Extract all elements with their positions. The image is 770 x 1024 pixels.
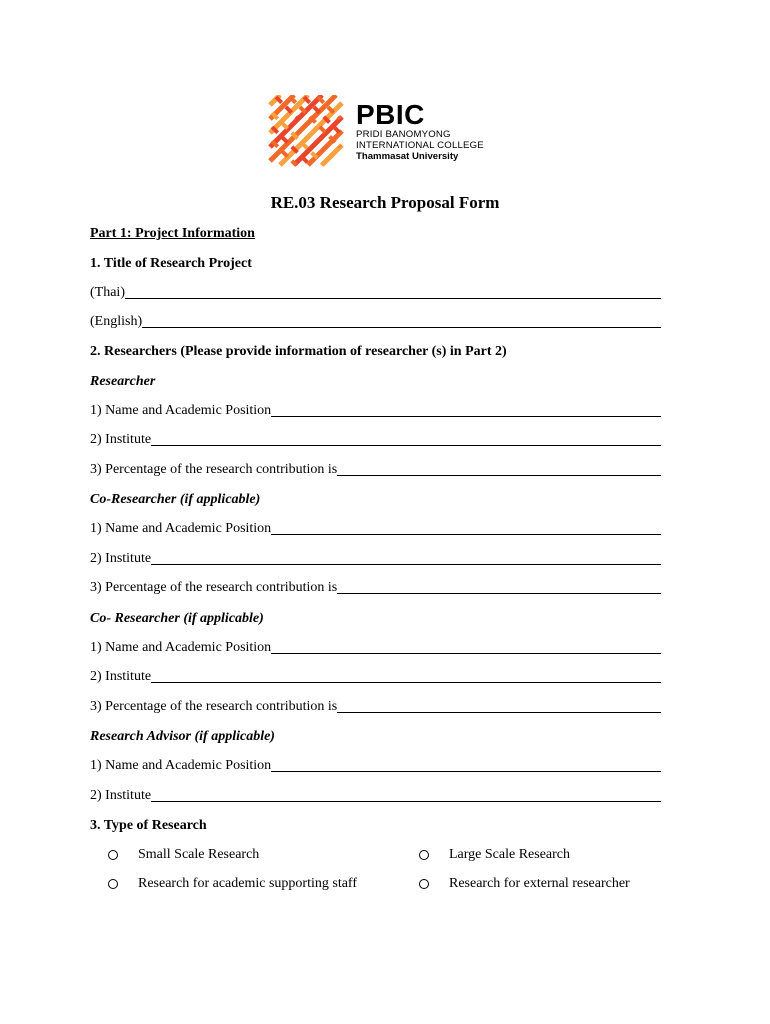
co-researcher-2-name-field[interactable] [90, 639, 661, 657]
researcher-name-blank[interactable] [271, 402, 661, 417]
title-thai-blank[interactable] [125, 284, 661, 299]
title-thai-label: (Thai) [90, 285, 125, 300]
co-researcher-1-percentage-label: 3) Percentage of the research contribution is [90, 580, 338, 595]
advisor-institute-blank[interactable] [151, 787, 661, 802]
co-researcher-1-name-label: 1) Name and Academic Position [90, 521, 272, 536]
co-researcher-1-name-field[interactable] [90, 520, 661, 538]
advisor-heading: Research Advisor (if applicable) [90, 729, 275, 744]
co-researcher-2-name-blank[interactable] [271, 639, 661, 654]
advisor-name-blank[interactable] [271, 757, 661, 772]
researcher-institute-label: 2) Institute [90, 432, 152, 447]
co-researcher-1-institute-field[interactable] [90, 550, 661, 568]
advisor-institute-field[interactable] [90, 787, 661, 805]
pbic-logo [268, 95, 484, 169]
section3-heading: 3. Type of Research [90, 818, 207, 833]
co-researcher-1-percentage-field[interactable] [90, 579, 661, 597]
part1-heading: Part 1: Project Information [90, 226, 255, 241]
co-researcher-2-institute-field[interactable] [90, 668, 661, 686]
section1-heading: 1. Title of Research Project [90, 256, 252, 271]
logo-abbreviation: PBIC [356, 99, 425, 130]
researcher-name-field[interactable] [90, 402, 661, 420]
co-researcher-2-heading: Co- Researcher (if applicable) [90, 611, 264, 626]
co-researcher-1-heading: Co-Researcher (if applicable) [90, 492, 261, 507]
co-researcher-1-percentage-blank[interactable] [337, 579, 661, 594]
pbic-emblem-icon [268, 95, 344, 169]
researcher-percentage-label: 3) Percentage of the research contribution is [90, 462, 338, 477]
logo-university: Thammasat University [356, 151, 459, 162]
option-external-researcher-label: Research for external researcher [449, 876, 630, 891]
title-thai-field[interactable] [90, 284, 661, 302]
option-academic-staff[interactable] [108, 875, 357, 893]
researcher-percentage-field[interactable] [90, 461, 661, 479]
co-researcher-2-percentage-blank[interactable] [337, 698, 661, 713]
title-english-label: (English) [90, 314, 143, 329]
co-researcher-1-institute-blank[interactable] [151, 550, 661, 565]
researcher-institute-field[interactable] [90, 431, 661, 449]
co-researcher-1-institute-label: 2) Institute [90, 551, 152, 566]
radio-circle-icon[interactable] [419, 850, 429, 860]
researcher-name-label: 1) Name and Academic Position [90, 403, 272, 418]
section2-heading: 2. Researchers (Please provide information of researcher (s) in Part 2) [90, 344, 507, 359]
co-researcher-2-institute-label: 2) Institute [90, 669, 152, 684]
advisor-name-label: 1) Name and Academic Position [90, 758, 272, 773]
advisor-institute-label: 2) Institute [90, 788, 152, 803]
logo-college-line-1: PRIDI BANOMYONG [356, 129, 451, 140]
option-small-scale[interactable] [108, 846, 259, 864]
co-researcher-2-percentage-field[interactable] [90, 698, 661, 716]
form-title: RE.03 Research Proposal Form [270, 193, 500, 212]
title-english-blank[interactable] [142, 313, 661, 328]
option-large-scale-label: Large Scale Research [449, 847, 571, 862]
logo-college-line-2: INTERNATIONAL COLLEGE [356, 140, 484, 151]
option-academic-staff-label: Research for academic supporting staff [138, 876, 357, 891]
co-researcher-1-name-blank[interactable] [271, 520, 661, 535]
option-large-scale[interactable] [419, 846, 570, 864]
radio-circle-icon[interactable] [419, 879, 429, 889]
researcher-percentage-blank[interactable] [337, 461, 661, 476]
radio-circle-icon[interactable] [108, 850, 118, 860]
option-external-researcher[interactable] [419, 875, 630, 893]
radio-circle-icon[interactable] [108, 879, 118, 889]
researcher-heading: Researcher [90, 374, 156, 389]
logo-text [356, 101, 484, 162]
co-researcher-2-percentage-label: 3) Percentage of the research contribution is [90, 699, 338, 714]
researcher-institute-blank[interactable] [151, 431, 661, 446]
title-english-field[interactable] [90, 313, 661, 331]
co-researcher-2-institute-blank[interactable] [151, 668, 661, 683]
co-researcher-2-name-label: 1) Name and Academic Position [90, 640, 272, 655]
option-small-scale-label: Small Scale Research [138, 847, 260, 862]
advisor-name-field[interactable] [90, 757, 661, 775]
